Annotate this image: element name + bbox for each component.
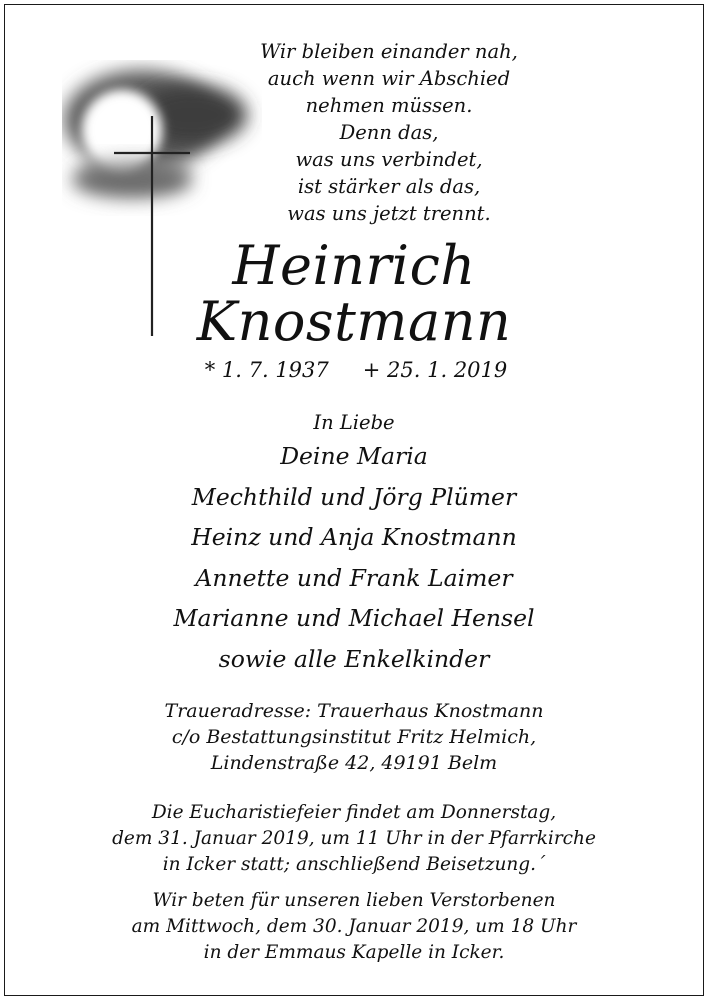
- poem-line: nehmen müssen.: [305, 94, 473, 117]
- poem-line: was uns jetzt trennt.: [287, 202, 491, 225]
- prayer-line: Wir beten für unseren lieben Verstorbenen: [152, 890, 556, 911]
- mourning-address: [0, 698, 708, 776]
- mourner-line: Heinz und Anja Knostmann: [191, 523, 517, 551]
- service-line: Die Eucharistiefeier findet am Donnerstag,: [151, 802, 557, 823]
- address-line: c/o Bestattungsinstitut Fritz Helmich,: [171, 726, 537, 748]
- service-line: dem 31. Januar 2019, um 11 Uhr in der Pfarrkirche: [112, 828, 596, 849]
- mourner-line: Deine Maria: [280, 442, 428, 470]
- poem-line: Denn das,: [339, 121, 439, 144]
- mourner-line: Marianne und Michael Hensel: [173, 604, 535, 632]
- mourner-line: sowie alle Enkelkinder: [218, 644, 490, 673]
- service-notice: [0, 800, 708, 878]
- mourner-line: Annette und Frank Laimer: [195, 563, 513, 592]
- address-line: Lindenstraße 42, 49191 Belm: [210, 752, 498, 774]
- poem-line: Wir bleiben einander nah,: [260, 40, 518, 63]
- address-line: Traueradresse: Trauerhaus Knostmann: [164, 700, 544, 722]
- last-name: Knostmann: [196, 290, 512, 353]
- mourners-list: [0, 436, 708, 679]
- death-date: + 25. 1. 2019: [362, 358, 508, 382]
- deceased-name: [0, 234, 708, 353]
- prayer-notice: [0, 888, 708, 966]
- birth-date: * 1. 7. 1937: [204, 358, 329, 382]
- service-line: in Icker statt; anschließend Beisetzung.´: [162, 854, 546, 875]
- memorial-poem: [0, 38, 708, 227]
- in-liebe-heading: In Liebe: [313, 411, 395, 434]
- first-name: Heinrich: [232, 234, 476, 297]
- prayer-line: in der Emmaus Kapelle in Icker.: [203, 942, 505, 963]
- life-dates: [0, 356, 708, 384]
- mourner-line: Mechthild und Jörg Plümer: [191, 482, 517, 511]
- poem-line: ist stärker als das,: [297, 175, 481, 198]
- poem-line: was uns verbindet,: [295, 148, 483, 171]
- prayer-line: am Mittwoch, dem 30. Januar 2019, um 18 Uhr: [131, 916, 577, 937]
- poem-line: auch wenn wir Abschied: [267, 67, 511, 90]
